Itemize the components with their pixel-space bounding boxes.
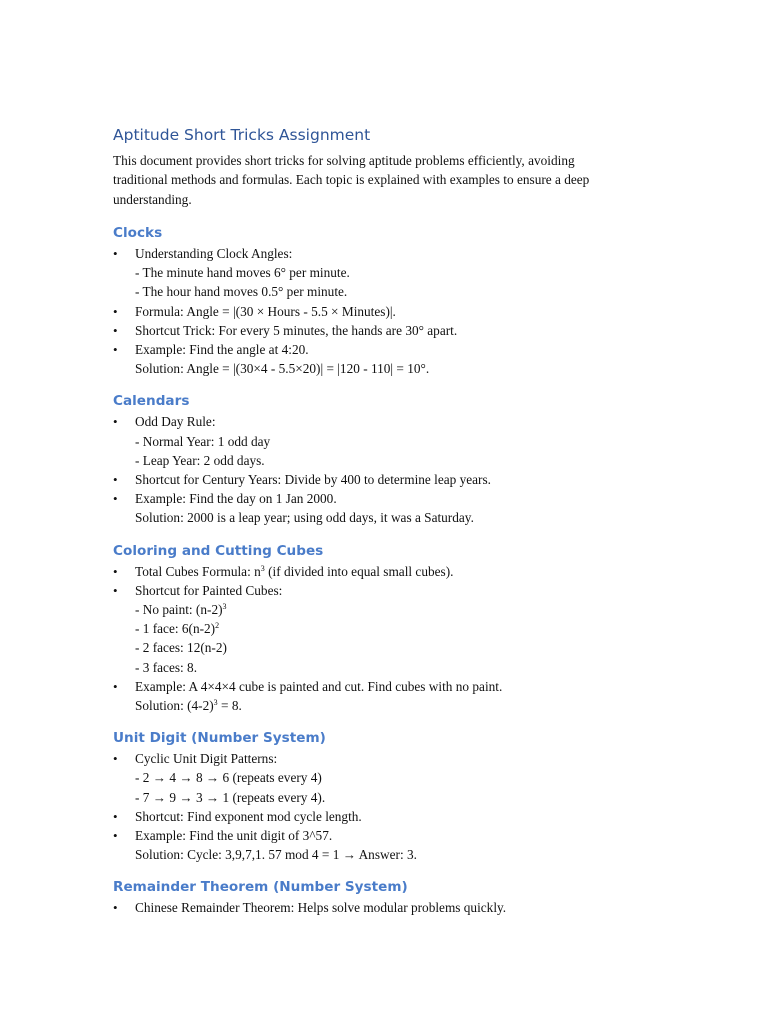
- section-heading-remainder: Remainder Theorem (Number System): [113, 879, 408, 896]
- text-run: = 8.: [217, 697, 242, 713]
- item-text: [135, 562, 673, 581]
- bullet-icon: •: [113, 808, 118, 824]
- bullet-icon: •: [113, 563, 118, 579]
- bullet-icon: •: [113, 341, 118, 357]
- bullet-icon: •: [113, 900, 118, 916]
- text-run: (if divided into equal small cubes).: [264, 563, 454, 579]
- item-subline: - The hour hand moves 0.5° per minute.: [135, 284, 348, 300]
- bullet-icon: •: [113, 471, 118, 487]
- item-text: Example: Find the angle at 4:20.: [135, 341, 309, 357]
- item-text: Example: Find the unit digit of 3^57.: [135, 827, 333, 843]
- calendars-list: [113, 412, 673, 527]
- superscript: 2: [215, 621, 220, 631]
- text-run: - No paint: (n-2): [135, 601, 223, 617]
- intro-paragraph: [113, 151, 673, 209]
- document-page: [113, 124, 673, 918]
- item-text: Example: A 4×4×4 cube is painted and cut. Find cubes with no paint.: [135, 678, 503, 694]
- list-item: [113, 321, 673, 340]
- item-text: Cyclic Unit Digit Patterns:: [135, 751, 278, 767]
- superscript: 3: [222, 601, 227, 611]
- item-text: Shortcut for Century Years: Divide by 400 to determine leap years.: [135, 471, 491, 487]
- item-text: Shortcut: Find exponent mod cycle length.: [135, 808, 362, 824]
- item-text: Formula: Angle = |(30 × Hours - 5.5 × Minutes)|.: [135, 303, 396, 319]
- item-subline: [135, 600, 673, 619]
- bullet-icon: •: [113, 322, 118, 338]
- cubes-list: [113, 562, 673, 716]
- superscript: 3: [213, 697, 218, 707]
- section-heading-cubes: Coloring and Cutting Cubes: [113, 542, 324, 559]
- item-subline: [135, 696, 673, 715]
- intro-line: understanding.: [113, 191, 192, 207]
- section-heading-clocks: Clocks: [113, 224, 163, 241]
- item-text: Chinese Remainder Theorem: Helps solve modular problems quickly.: [135, 900, 507, 916]
- list-item: [113, 677, 673, 715]
- item-subline: Solution: 2000 is a leap year; using odd days, it was a Saturday.: [135, 510, 474, 526]
- bullet-icon: •: [113, 414, 118, 430]
- bullet-icon: •: [113, 303, 118, 319]
- item-subline: - 7 → 9 → 3 → 1 (repeats every 4).: [135, 789, 326, 805]
- superscript: 3: [260, 563, 265, 573]
- list-item: [113, 749, 673, 807]
- section-heading-calendars: Calendars: [113, 393, 190, 410]
- item-subline: - Leap Year: 2 odd days.: [135, 452, 265, 468]
- list-item: [113, 412, 673, 470]
- item-subline: Solution: Cycle: 3,9,7,1. 57 mod 4 = 1 → Answer: 3.: [135, 847, 417, 863]
- item-text: Understanding Clock Angles:: [135, 245, 293, 261]
- list-item: [113, 898, 673, 917]
- section-heading-unit-digit: Unit Digit (Number System): [113, 730, 326, 747]
- text-run: Solution: (4-2): [135, 697, 214, 713]
- list-item: [113, 807, 673, 826]
- item-subline: - 2 → 4 → 8 → 6 (repeats every 4): [135, 770, 322, 786]
- clocks-list: [113, 244, 673, 378]
- list-item: [113, 340, 673, 378]
- list-item: [113, 581, 673, 677]
- item-text: Shortcut for Painted Cubes:: [135, 582, 283, 598]
- document-title: Aptitude Short Tricks Assignment: [113, 126, 371, 144]
- list-item: [113, 826, 673, 864]
- intro-line: This document provides short tricks for solving aptitude problems efficiently, avoiding: [113, 153, 575, 168]
- bullet-icon: •: [113, 678, 118, 694]
- list-item: [113, 562, 673, 581]
- unit-digit-list: [113, 749, 673, 864]
- text-run: - 1 face: 6(n-2): [135, 621, 216, 637]
- list-item: [113, 302, 673, 321]
- list-item: [113, 244, 673, 302]
- item-subline: [135, 619, 673, 638]
- item-subline: - 3 faces: 8.: [135, 659, 198, 675]
- bullet-icon: •: [113, 245, 118, 261]
- bullet-icon: •: [113, 751, 118, 767]
- intro-line: traditional methods and formulas. Each topic is explained with examples to ensure a deep: [113, 172, 590, 188]
- bullet-icon: •: [113, 491, 118, 507]
- list-item: [113, 489, 673, 527]
- item-subline: - Normal Year: 1 odd day: [135, 433, 271, 449]
- item-subline: - 2 faces: 12(n-2): [135, 640, 227, 656]
- item-subline: Solution: Angle = |(30×4 - 5.5×20)| = |120 - 110| = 10°.: [135, 361, 430, 377]
- remainder-list: [113, 898, 673, 917]
- bullet-icon: •: [113, 582, 118, 598]
- item-subline: - The minute hand moves 6° per minute.: [135, 265, 350, 281]
- text-run: Total Cubes Formula: n: [135, 563, 261, 579]
- list-item: [113, 470, 673, 489]
- item-text: Odd Day Rule:: [135, 414, 216, 430]
- item-text: Shortcut Trick: For every 5 minutes, the hands are 30° apart.: [135, 322, 458, 338]
- item-text: Example: Find the day on 1 Jan 2000.: [135, 491, 337, 507]
- bullet-icon: •: [113, 827, 118, 843]
